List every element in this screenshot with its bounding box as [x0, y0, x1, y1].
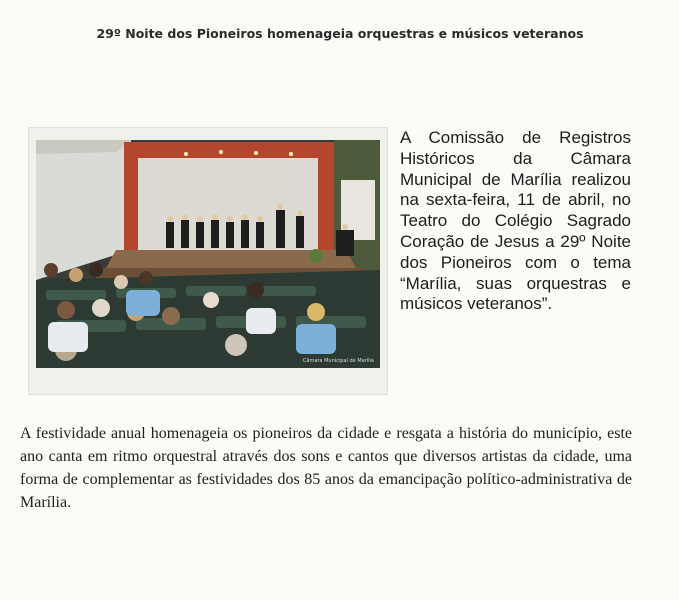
photo-caption: Câmara Municipal de Marília: [302, 358, 374, 364]
article-headline: 29º Noite dos Pioneiros homenageia orquestras e músicos veteranos: [96, 26, 584, 41]
concert-photo: [36, 140, 380, 368]
body-paragraph: A festividade anual homenageia os pioneiros da cidade e resgata a história do município, este ano canta em ritmo orquestral através dos sons e cantos que diversos artistas da cidade, uma forma de complementar as festividades dos 85 anos da emancipação político-administrativa de Marília.: [20, 425, 632, 511]
concert-photo-image: [36, 140, 380, 368]
side-paragraph: A Comissão de Registros Históricos da Câmara Municipal de Marília realizou na sexta-feira, 11 de abril, no Teatro do Colégio Sagrado Coração de Jesus a 29º Noite dos Pioneiros com o tema “Marília, suas orquestras e músicos veteranos”.: [400, 128, 631, 314]
